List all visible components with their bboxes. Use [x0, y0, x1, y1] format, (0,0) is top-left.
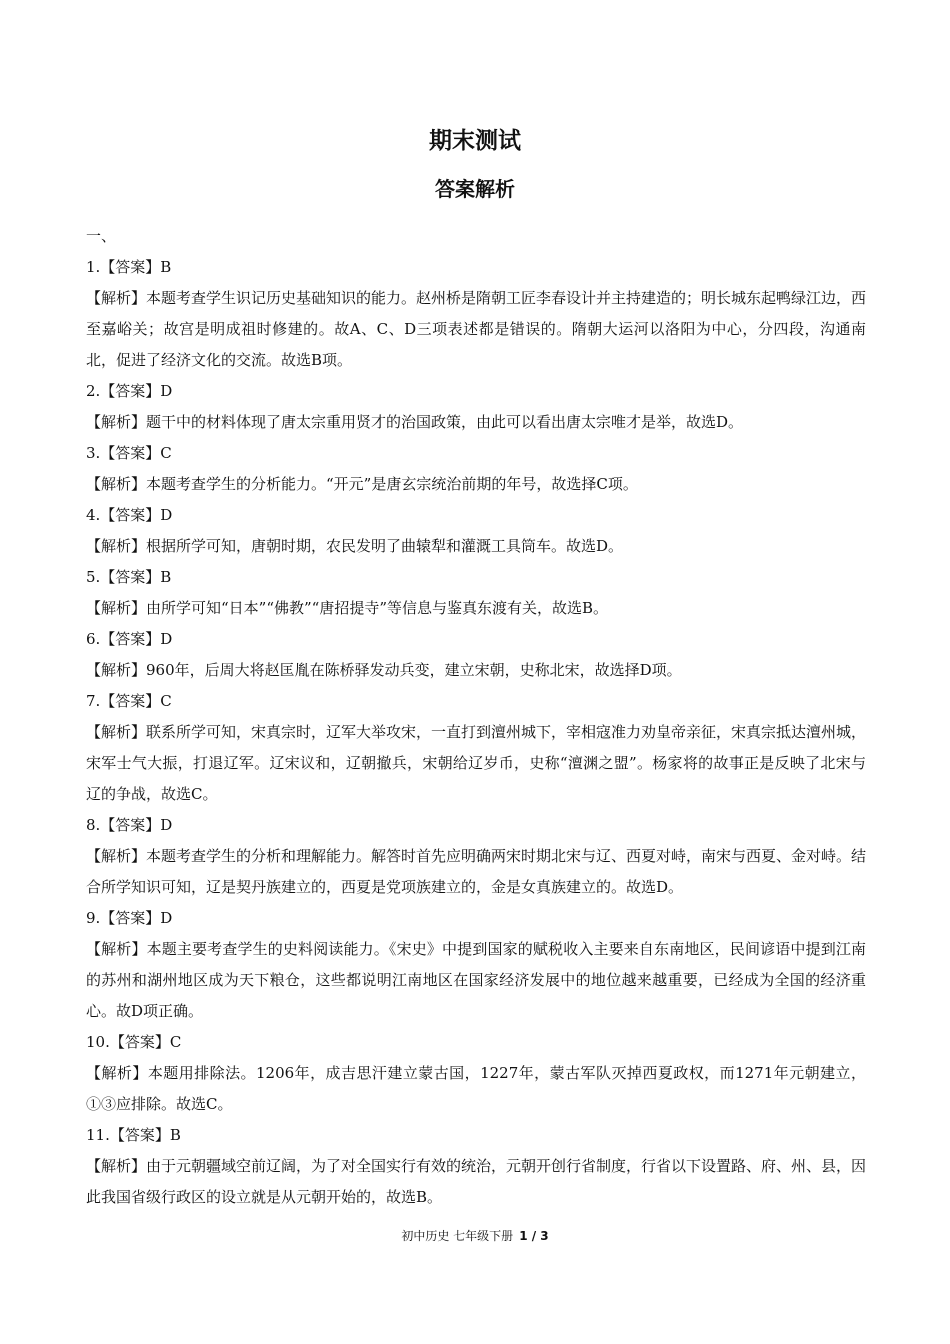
answer-line: 9.【答案】D — [86, 909, 173, 927]
page-number: 1 / 3 — [519, 1229, 549, 1243]
analysis-paragraph: 【解析】本题考查学生的分析能力。“开元”是唐玄宗统治前期的年号，故选择C项。 — [86, 475, 638, 493]
analysis-paragraph: 【解析】根据所学可知，唐朝时期，农民发明了曲辕犁和灌溉工具筒车。故选D。 — [86, 537, 624, 555]
answer-line: 1.【答案】B — [86, 258, 172, 276]
answer-content — [86, 221, 866, 1213]
analysis-paragraph: 【解析】本题用排除法。1206年，成吉思汗建立蒙古国，1227年，蒙古军队灭掉西夏政权，而1271年元朝建立，①③应排除。故选C。 — [86, 1064, 866, 1113]
answer-line: 5.【答案】B — [86, 568, 172, 586]
answer-line: 4.【答案】D — [86, 506, 173, 524]
page-footer — [0, 1226, 950, 1246]
analysis-paragraph: 【解析】联系所学可知，宋真宗时，辽军大举攻宋，一直打到澶州城下，宰相寇准力劝皇帝亲征，宋真宗抵达澶州城，宋军士气大振，打退辽军。辽宋议和，辽朝撤兵，宋朝给辽岁币，史称“澶渊之盟”。杨家将的故事正是反映了北宋与辽的争战，故选C。 — [86, 723, 867, 803]
analysis-paragraph: 【解析】960年，后周大将赵匡胤在陈桥驿发动兵变，建立宋朝，史称北宋，故选择D项。 — [86, 661, 682, 679]
section-label: 一、 — [86, 227, 117, 245]
footer-text: 初中历史 七年级下册 — [401, 1229, 514, 1243]
analysis-paragraph: 【解析】本题主要考查学生的史料阅读能力。《宋史》中提到国家的赋税收入主要来自东南地区，民间谚语中提到江南的苏州和湖州地区成为天下粮仓，这些都说明江南地区在国家经济发展中的地位越来越重要，已经成为全国的经济重心。故D项正确。 — [86, 940, 866, 1020]
page-title: 期末测试 — [429, 128, 521, 154]
page-subtitle: 答案解析 — [435, 177, 515, 201]
analysis-paragraph: 【解析】由所学可知“日本”“佛教”“唐招提寺”等信息与鉴真东渡有关，故选B。 — [86, 599, 609, 617]
answer-line: 8.【答案】D — [86, 816, 173, 834]
analysis-paragraph: 【解析】由于元朝疆域空前辽阔，为了对全国实行有效的统治，元朝开创行省制度，行省以下设置路、府、州、县，因此我国省级行政区的设立就是从元朝开始的，故选B。 — [86, 1157, 867, 1206]
analysis-paragraph: 【解析】本题考查学生识记历史基础知识的能力。赵州桥是隋朝工匠李春设计并主持建造的；明长城东起鸭绿江边，西至嘉峪关；故宫是明成祖时修建的。故A、C、D三项表述都是错误的。隋朝大运河以洛阳为中心，分四段，沟通南北，促进了经济文化的交流。故选B项。 — [86, 289, 867, 369]
analysis-paragraph: 【解析】题干中的材料体现了唐太宗重用贤才的治国政策，由此可以看出唐太宗唯才是举，故选D。 — [86, 413, 744, 431]
answer-line: 11.【答案】B — [86, 1126, 181, 1144]
answer-line: 3.【答案】C — [86, 444, 172, 462]
analysis-paragraph: 【解析】本题考查学生的分析和理解能力。解答时首先应明确两宋时期北宋与辽、西夏对峙，南宋与西夏、金对峙。结合所学知识可知，辽是契丹族建立的，西夏是党项族建立的，金是女真族建立的。故选D。 — [86, 847, 867, 896]
answer-line: 10.【答案】C — [86, 1033, 182, 1051]
answer-line: 7.【答案】C — [86, 692, 172, 710]
answer-line: 2.【答案】D — [86, 382, 173, 400]
answer-line: 6.【答案】D — [86, 630, 173, 648]
